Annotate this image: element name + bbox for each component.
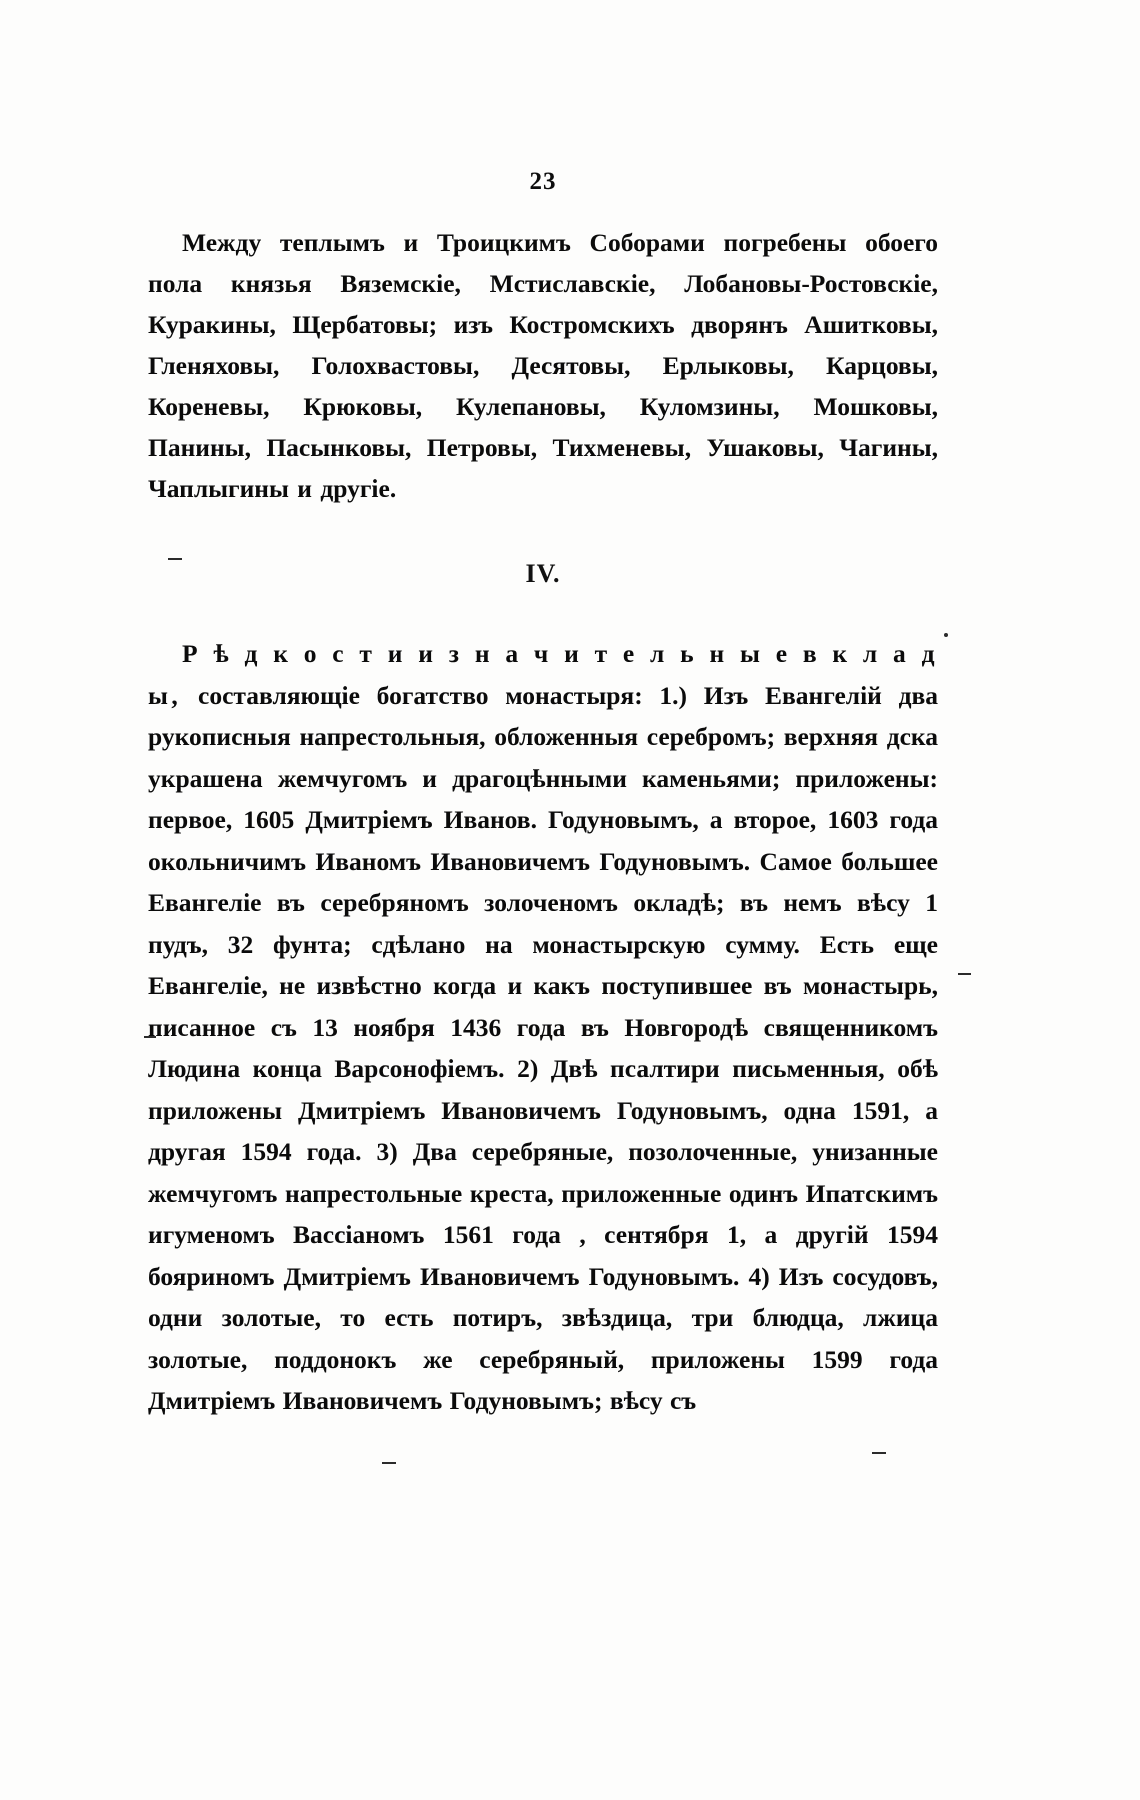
paragraph-burials: Между теплымъ и Троицкимъ Соборами погребены обоего пола князья Вяземскіе, Мстиславскіе, Лобановы-Ростовскіе, Куракины, Щербатовы; изъ Костромскихъ дворянъ Ашитковы, Гленяховы, Голохвастовы, Десятовы, Ерлыковы, Карцовы, Кореневы, Крюковы, Кулепановы, Куломзины, Мошковы, Панины, Пасынковы, Петровы, Тихменевы, Ушаковы, Чагины, Чаплыгины и другіе. (148, 228, 938, 503)
section-body-text: составляющіе богатство монастыря: 1.) Изъ Евангелій два рукописныя напрестольныя, обложенныя серебромъ; верхняя дска украшена жемчугомъ и драгоцѣнными каменьями; приложены: первое, 1605 Дмитріемъ Иванов. Годуновымъ, а второе, 1603 года окольничимъ Иваномъ Ивановичемъ Годуновымъ. Самое большее Евангеліе въ серебряномъ золоченомъ окладѣ; въ немъ вѣсу 1 пудъ, 32 фунта; сдѣлано на монастырскую сумму. Есть еще Евангеліе, не извѣстно когда и какъ поступившее въ монастырь, писанное съ 13 ноября 1436 года въ Новгородѣ священникомъ Людина конца Варсонофіемъ. 2) Двѣ псалтири письменныя, обѣ приложены Дмитріемъ Ивановичемъ Годуновымъ, одна 1591, а другая 1594 года. 3) Два серебряные, позолоченные, унизанные жемчугомъ напрестольные креста, приложенные одинъ Ипатскимъ игуменомъ Вассіаномъ 1561 года , сентября 1, а другій 1594 бояриномъ Дмитріемъ Ивановичемъ Годуновымъ. 4) Изъ сосудовъ, одни золотые, то есть потиръ, звѣздица, три блюдца, лжица золотые, поддонокъ же серебряный, приложены 1599 года Дмитріемъ Ивановичемъ Годуновымъ; вѣсу съ (148, 680, 939, 1415)
ink-speck (944, 633, 948, 637)
page-content (148, 168, 938, 1422)
section-body-paragraph (148, 633, 938, 1422)
margin-tick-mark (382, 1462, 396, 1464)
section-heading-caps: Р ѣ д к о с т и и з н а ч и т е л ь н ы е в к л а д ы, (148, 639, 938, 710)
margin-tick-mark (872, 1452, 886, 1454)
section-numeral: IV. (525, 559, 561, 588)
page-number: 23 (529, 168, 557, 195)
margin-tick-mark (958, 973, 971, 975)
